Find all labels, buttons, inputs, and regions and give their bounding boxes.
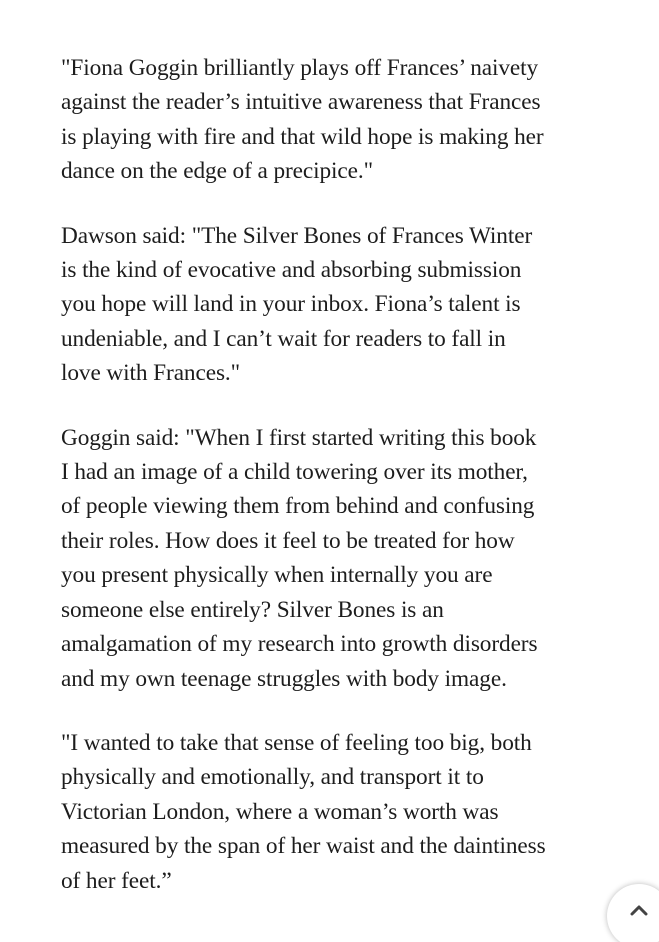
paragraph-goggin-quote	[61, 421, 636, 696]
chevron-up-icon	[630, 904, 648, 916]
text-line: measured by the span of her waist and the daintiness	[61, 833, 546, 860]
text-line: of people viewing them from behind and confusing	[61, 493, 535, 520]
text-line: Victorian London, where a woman’s worth was	[61, 798, 499, 825]
text-line: you hope will land in your inbox. Fiona’s talent is	[61, 291, 521, 318]
text-line: I had an image of a child towering over its mother,	[61, 459, 528, 486]
text-line: "I wanted to take that sense of feeling too big, both	[61, 729, 532, 756]
text-line: "Fiona Goggin brilliantly plays off Frances’ naivety	[61, 55, 539, 81]
text-line: of her feet.”	[61, 867, 172, 894]
text-line: against the reader’s intuitive awareness that Frances	[61, 89, 541, 116]
paragraph-goggin-quote-continued	[61, 726, 636, 898]
text-line: and my own teenage struggles with body image.	[61, 665, 507, 692]
text-line: Goggin said: "When I first started writing this book	[61, 424, 537, 451]
text-line: love with Frances."	[61, 360, 241, 387]
text-line: is the kind of evocative and absorbing submission	[61, 257, 522, 284]
text-line: dance on the edge of a precipice."	[61, 158, 374, 185]
text-line: undeniable, and I can’t wait for readers to fall in	[61, 325, 506, 352]
text-line: is playing with fire and that wild hope is making her	[61, 123, 544, 150]
paragraph-dawson-quote	[61, 219, 636, 391]
text-line: someone else entirely? Silver Bones is an	[61, 596, 444, 623]
text-line: their roles. How does it feel to be treated for how	[61, 527, 515, 554]
text-line: you present physically when internally you are	[61, 562, 493, 589]
text-line: amalgamation of my research into growth disorders	[61, 631, 538, 658]
text-line: physically and emotionally, and transport it to	[61, 764, 484, 791]
article-body	[61, 51, 636, 928]
text-line: Dawson said: "The Silver Bones of Frances Winter	[61, 222, 533, 249]
paragraph-review-quote	[61, 51, 636, 189]
